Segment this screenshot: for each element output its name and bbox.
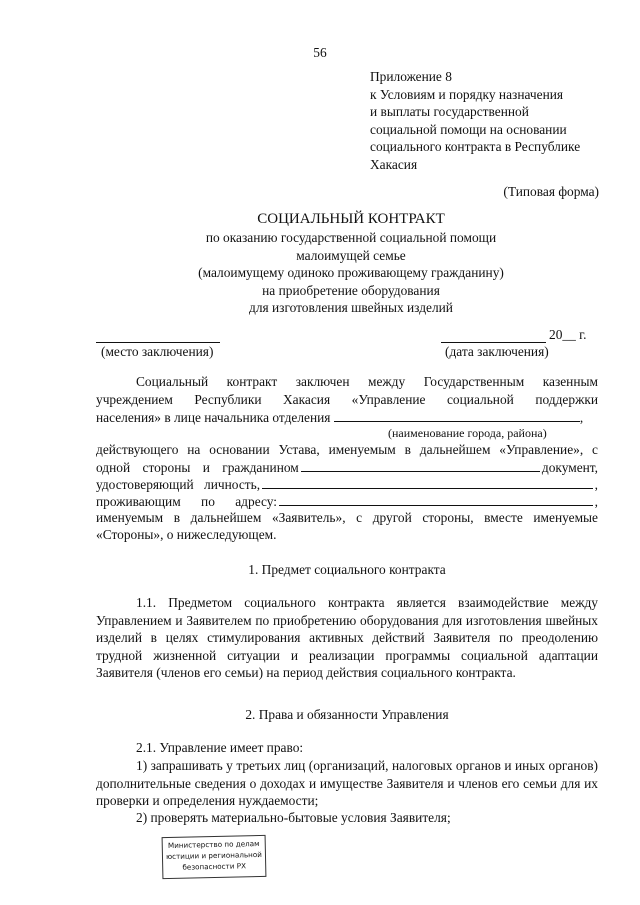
stamp-line: юстиции и региональной bbox=[165, 849, 262, 862]
citizen-name-blank[interactable] bbox=[301, 458, 540, 472]
page-number: 56 bbox=[313, 45, 327, 60]
place-blank-line[interactable] bbox=[96, 328, 220, 343]
intro-line-1: Социальный контракт заключен между Государственным казенным bbox=[136, 374, 598, 389]
intro-line-5 bbox=[96, 458, 598, 477]
section-2-1: 2.1. Управление имеет право: bbox=[136, 740, 304, 755]
form-type-label: (Типовая форма) bbox=[503, 184, 599, 199]
identity-label: удостоверяющий личность, bbox=[96, 477, 261, 492]
title-line: по оказанию государственной социальной помощи bbox=[205, 230, 497, 245]
appendix-line: социальной помощи на основании bbox=[370, 121, 567, 137]
intro-line-8: именуемым в дальнейшем «Заявитель», с другой стороны, вместе именуемые bbox=[96, 510, 598, 525]
appendix-line: и выплаты государственной bbox=[370, 104, 529, 119]
comma: , bbox=[579, 410, 584, 425]
stamp-line: Министерство по делам bbox=[167, 839, 260, 850]
comma: , bbox=[594, 494, 598, 509]
section-2-heading: 2. Права и обязанности Управления bbox=[245, 707, 449, 722]
title-line: для изготовления швейных изделий bbox=[249, 300, 453, 315]
date-caption: (дата заключения) bbox=[445, 344, 549, 359]
department-head-blank[interactable] bbox=[334, 408, 580, 422]
intro-line-2: учреждением Республики Хакасия «Управление социальной поддержки bbox=[96, 392, 598, 407]
ministry-stamp bbox=[162, 835, 267, 879]
appendix-line: Хакасия bbox=[370, 156, 418, 172]
appendix-line: социального контракта в Республике bbox=[370, 139, 581, 154]
address-label: проживающим по адресу: bbox=[96, 494, 277, 509]
title-line: малоимущей семье bbox=[296, 247, 406, 263]
intro-line-3 bbox=[96, 408, 598, 427]
appendix-line: Приложение 8 bbox=[370, 69, 452, 84]
appendix-line: к Условиям и порядку назначения bbox=[370, 86, 564, 102]
section-2-item-2: 2) проверять материально-бытовые условия Заявителя; bbox=[136, 810, 451, 825]
document-label: документ, bbox=[541, 460, 598, 475]
citizen-label: одной стороны и гражданином bbox=[96, 460, 299, 475]
city-district-caption: (наименование города, района) bbox=[388, 426, 547, 440]
section-1-paragraph: 1.1. Предметом социального контракта является взаимодействие между Управлением и Заявителем по приобретению оборудования для изготовления швейных изделий в целях стимулирования активных действий Заявителя по преодолению трудной жизненной ситуации и реализации программы социальной адаптации Заявителя (членов его семьи) на период действия социального контракта. bbox=[96, 595, 598, 680]
intro-line-7 bbox=[96, 492, 598, 511]
appendix-note bbox=[370, 68, 620, 173]
comma: , bbox=[594, 477, 598, 492]
intro-line-3-text: населения» в лице начальника отделения bbox=[96, 410, 331, 425]
title-line: на приобретение оборудования bbox=[262, 282, 440, 298]
stamp-line: безопасности РХ bbox=[182, 861, 247, 872]
date-blank-line[interactable] bbox=[441, 328, 546, 343]
place-caption: (место заключения) bbox=[101, 344, 214, 359]
address-blank[interactable] bbox=[279, 492, 593, 506]
section-1-heading: 1. Предмет социального контракта bbox=[248, 562, 446, 577]
document-title bbox=[96, 210, 606, 317]
intro-line-6 bbox=[96, 475, 598, 494]
intro-line-4: действующего на основании Устава, именуемым в дальнейшем «Управление», с bbox=[96, 442, 598, 457]
title-line: (малоимущему одиноко проживающему гражданину) bbox=[198, 265, 504, 280]
intro-line-9: «Стороны», о нижеследующем. bbox=[96, 527, 277, 542]
date-year: 20__ г. bbox=[549, 327, 587, 342]
identity-document-blank[interactable] bbox=[262, 475, 593, 489]
section-2-item-1: 1) запрашивать у третьих лиц (организаций, налоговых органов и иных органов) дополнительные сведения о доходах и имуществе Заявителя и членов его семьи для их проверки и определения нуждаемости; bbox=[96, 758, 598, 808]
title-main: СОЦИАЛЬНЫЙ КОНТРАКТ bbox=[257, 211, 445, 227]
